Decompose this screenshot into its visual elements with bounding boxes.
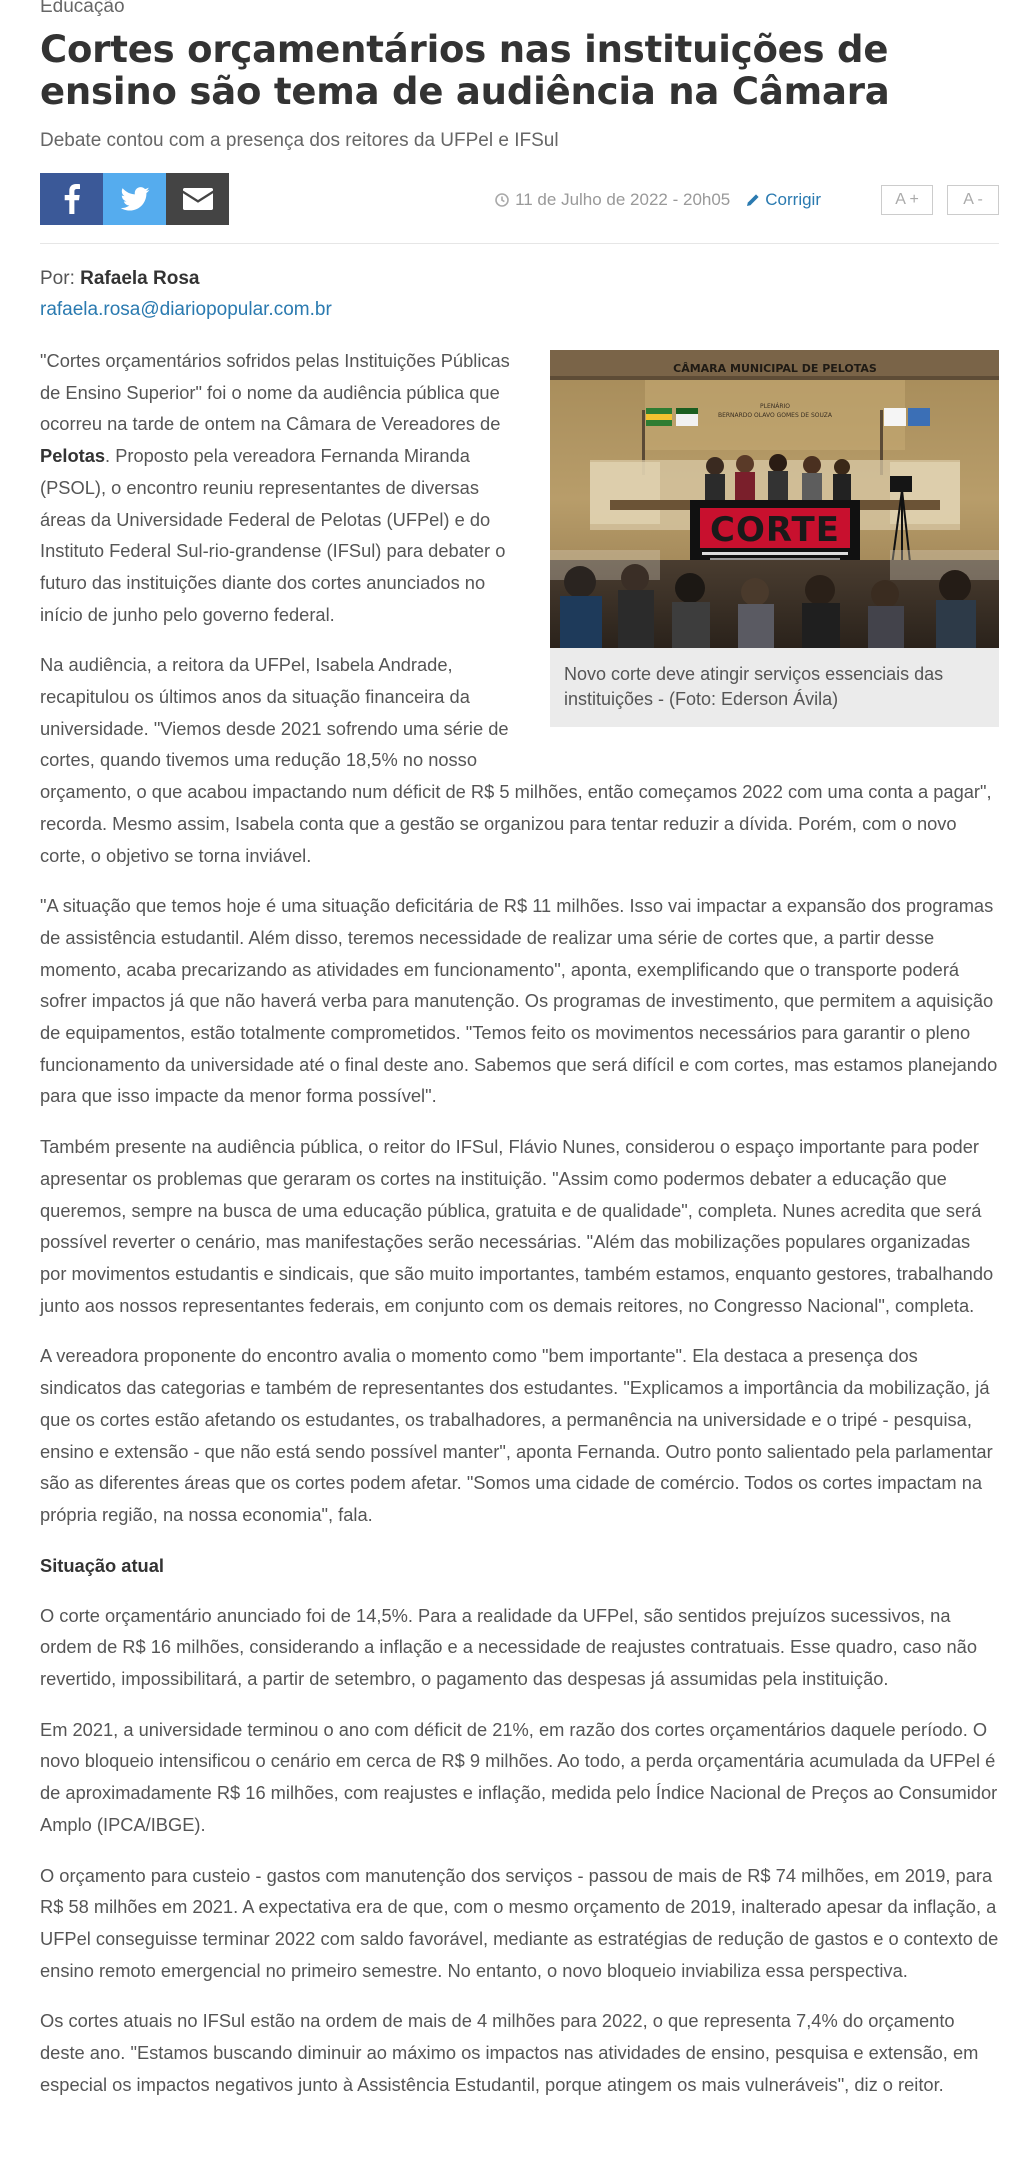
article-paragraph: Na audiência, a reitora da UFPel, Isabela Andrade, recapitulou os últimos anos da situação financeira da universidade. "Viemos desde 2021 sofrendo uma série de cortes, quando tivemos uma redução 18,5% no nosso orçamento, o que acabou impactando num déficit de R$ 5 milhões, então começamos 2022 com uma conta a pagar", recorda. Mesmo assim, Isabela conta que a gestão se organizou para tentar reduzir a dívida. Porém, com o novo corte, o objetivo se torna inviável. [40, 654, 992, 866]
author-name: Rafaela Rosa [80, 268, 200, 289]
author-prefix: Por: [40, 268, 75, 289]
article-paragraph: Também presente na audiência pública, o reitor do IFSul, Flávio Nunes, considerou o espaço importante para poder apresentar os problemas que geraram os cortes na instituição. "Assim como podermos debater a educação que queremos, sempre na busca de uma educação pública, gratuita e de qualidade", completa. Nunes acredita que será possível reverter o cenário, mas manifestações serão necessárias. "Além das mobilizações populares organizadas por movimentos estudantis e sindicais, que são muito importantes, também estamos, enquanto gestores, trabalhando junto aos nossos representantes federais, em conjunto com os demais reitores, no Congresso Nacional", completa. [40, 1136, 994, 1316]
facebook-share-button[interactable] [40, 173, 103, 225]
headline: Cortes orçamentários nas instituições de ensino são tema de audiência na Câmara [40, 28, 890, 113]
envelope-icon [183, 188, 213, 210]
publish-date-text: 11 de Julho de 2022 - 20h05 [515, 190, 731, 209]
article-toolbar [40, 173, 999, 225]
photo-sign-plenary: PLENÁRIO [759, 403, 791, 410]
article-paragraph: "A situação que temos hoje é uma situação deficitária de R$ 11 milhões. Isso vai impactar a expansão dos programas de assistência estudantil. Além disso, teremos necessidade de realizar uma série de cortes que, a partir desse momento, acaba precarizando as atividades em funcionamento", aponta, exemplificando que o transporte poderá sofrer impactos já que não haverá verba para manutenção. Os programas de investimento, que permitem a aquisição de equipamentos, estão totalmente comprometidos. "Temos feito os movimentos necessários para garantir o pleno funcionamento da universidade até o final deste ano. Sabemos que será difícil e com cortes, mas estamos planejando para que isso impacte da menor forma possível". [40, 895, 998, 1107]
correct-link[interactable] [746, 190, 821, 210]
share-buttons [40, 173, 229, 225]
paragraph-text: . Proposto pela vereadora Fernanda Miranda (PSOL), o encontro reuniu representantes de diversas áreas da Universidade Federal de Pelotas (UFPel) e do Instituto Federal Sul-rio-grandense (IFSul) para debater o futuro das instituições diante dos cortes anunciados no início de junho pelo governo federal. [40, 445, 506, 625]
section-subheading: Situação atual [40, 1554, 164, 1576]
city-link[interactable]: Pelotas [40, 445, 106, 467]
font-decrease-button[interactable]: A - [947, 185, 999, 215]
article-figure [550, 350, 999, 727]
email-share-button[interactable] [166, 173, 229, 225]
article-paragraph: O orçamento para custeio - gastos com manutenção dos serviços - passou de mais de R$ 74 milhões, em 2019, para R$ 58 milhões em 2021. A expectativa era de que, com o mesmo orçamento de 2019, inalterado apesar da inflação, a UFPel conseguisse terminar 2022 com saldo favorável, mediante as estratégias de redução de gastos e o contexto de ensino remoto emergencial no primeiro semestre. No entanto, o novo bloqueio inviabiliza essa perspectiva. [40, 1864, 999, 1981]
publish-date [495, 190, 730, 210]
article-paragraph: O corte orçamentário anunciado foi de 14,5%. Para a realidade da UFPel, são sentidos prejuízos sucessivos, na ordem de R$ 16 milhões, considerando a inflação e a necessidade de reajustes contratuais. Esse quadro, caso não revertido, impossibilitará, a partir de setembro, o pagamento das despesas já assumidas pela instituição. [40, 1604, 977, 1690]
article-body [40, 345, 999, 2100]
article-meta [495, 185, 999, 215]
photo-caption: Novo corte deve atingir serviços essenciais das instituições - (Foto: Ederson Ávila) [564, 664, 944, 709]
twitter-share-button[interactable] [103, 173, 166, 225]
article-photo[interactable] [550, 350, 999, 648]
author-email-link[interactable]: rafaela.rosa@diariopopular.com.br [40, 299, 332, 320]
photo-banner-text: CORTE [710, 510, 840, 550]
font-increase-button[interactable]: A + [881, 185, 933, 215]
facebook-icon [64, 184, 80, 214]
pencil-icon [746, 193, 760, 207]
article-paragraph: Os cortes atuais no IFSul estão na ordem de mais de 4 milhões para 2022, o que representa 7,4% do orçamento deste ano. "Estamos buscando diminuir ao máximo os impactos nas atividades de ensino, pesquisa e extensão, em especial os impactos negativos junto à Assistência Estudantil, porque atingem os mais vulneráveis", diz o reitor. [40, 2010, 979, 2095]
photo-sign-top: CÂMARA MUNICIPAL DE PELOTAS [673, 362, 877, 375]
divider [40, 243, 999, 244]
photo-sign-name: BERNARDO OLAVO GOMES DE SOUZA [717, 412, 833, 419]
article-paragraph: Em 2021, a universidade terminou o ano com déficit de 21%, em razão dos cortes orçamentários daquele período. O novo bloqueio intensificou o cenário em cerca de R$ 9 milhões. Ao todo, a perda orçamentária acumulada da UFPel é de aproximadamente R$ 16 milhões, com reajustes e inflação, medida pelo Índice Nacional de Preços ao Consumidor Amplo (IPCA/IBGE). [40, 1718, 998, 1835]
article-paragraph: A vereadora proponente do encontro avalia o momento como "bem importante". Ela destaca a presença dos sindicatos das categorias e também de representantes dos estudantes. "Explicamos a importância da mobilização, já que os cortes estão afetando os estudantes, os trabalhadores, a permanência na universidade e o tripé - pesquisa, ensino e extensão - que não está sendo possível manter", aponta Fernanda. Outro ponto salientado pela parlamentar são as diferentes áreas que os cortes podem afetar. "Somos uma cidade de comércio. Todos os cortes impactam na própria região, na nossa economia", fala. [40, 1345, 993, 1525]
paragraph-text: "Cortes orçamentários sofridos pelas Instituições Públicas de Ensino Superior" foi o nome da audiência pública que ocorreu na tarde de ontem na Câmara de Vereadores de [40, 350, 510, 435]
author-byline [40, 266, 999, 292]
twitter-icon [120, 187, 150, 211]
category-label[interactable]: Educação [40, 0, 125, 17]
correct-link-label: Corrigir [765, 190, 821, 209]
subtitle: Debate contou com a presença dos reitores da UFPel e IFSul [40, 130, 559, 151]
clock-icon [495, 193, 509, 207]
